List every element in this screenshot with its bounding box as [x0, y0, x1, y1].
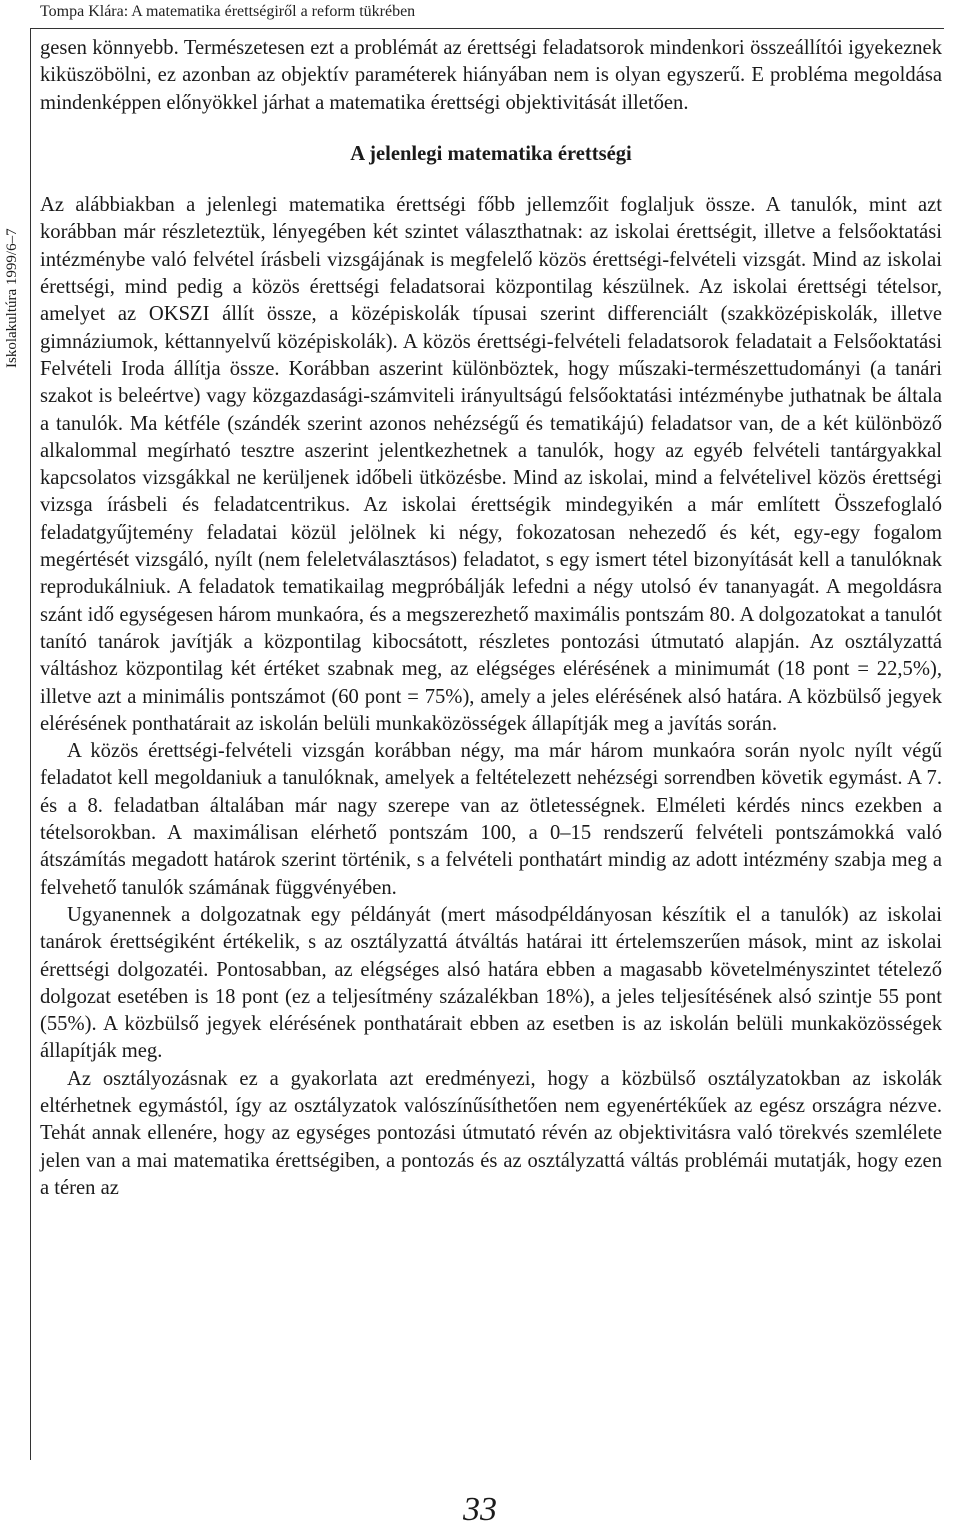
- running-header: Tompa Klára: A matematika érettségiről a reform tükrében: [40, 3, 416, 20]
- journal-side-label-text: Iskolakultúra 1999/6–7: [4, 228, 20, 368]
- page-number: 33: [463, 1491, 497, 1528]
- header-rule: [30, 28, 944, 29]
- paragraph-1: Az alábbiakban a jelenlegi matematika érettségi főbb jellemzőit foglaljuk össze. A tanulók, mint azt korábban már részleteztük, lényegében két szintet választhatnak: az iskolai érettségit, illetve a felsőoktatási intézménybe való felvétel írásbeli vizsgájának is megfelelő közös érettségi-felvételi vizsgát. Mind az iskolai érettségi, mind pedig a közös érettségi feladatsorai központilag készülnek. Az iskolai érettségi tételsor, amelyet az OKSZI állít össze, a középiskolák típusai szerint differenciált (szakközépiskolák, illetve gimnáziumok, kéttannyelvű középiskolák). A közös érettségi-felvételi feladatsorok feladatait a Felsőoktatási Felvételi Iroda állítja össze. Korábban aszerint különböztek, hogy műszaki-természettudományi (a tanári szakot is beleértve) vagy közgazdasági-számviteli irányultságú felsőoktatási intézménybe juthatnak be általa a tanulók. Ma kétféle (szándék szerint azonos nehézségű és tematikájú) feladatsor van, de a két különböző alkalommal megírható tesztre aszerint jelentkezhetnek a tanulók, hogy az egyéb felvételi tantárgyakkal kapcsolatos vizsgákkal ne kerüljenek időbeli ütközésbe. Mind az iskolai, mind a felvételivel közös érettségi vizsga írásbeli és feladatcentrikus. Az iskolai érettségik mindegyikén a már említett Összefoglaló feladatgyűjtemény feladatai közül jelölnek ki négy, fokozatosan nehezedő és két, egy-egy fogalom megértését vizsgáló, nyílt (nem feleletválasztásos) feladatot, s egy ismert tétel bizonyítását kell a tanulóknak reprodukálniuk. A feladatok tematikailag megpróbálják lefedni a négy utolsó év tananyagát. A megoldásra szánt idő egységesen három munkaóra, és a megszerezhető maximális pontszám 80. A dolgozatokat a tanulót tanító tanárok javítják a központilag kibocsátott, részletes pontozási útmutató alapján. Az osztályzattá váltáshoz központilag két értéket szabnak meg, az elégséges elérésének a minimumát (18 pont = 22,5%), illetve azt a minimális pontszámot (60 pont = 75%), amely a jeles elérésének alsó határa. A közbülső jegyek elérésének ponthatárait az iskolán belüli munkaközösségek állapítják meg a javítás során.: [40, 194, 942, 735]
- paragraph-4: Az osztályozásnak ez a gyakorlata azt eredményezi, hogy a közbülső osztályzatokban az iskolák eltérhetnek egymástól, így az osztályzatok valószínűsíthetően nem egyenértékűek az egész országra nézve. Tehát annak ellenére, hogy az egységes pontozási útmutató révén az objektivitásra való törekvés szemlélete jelen van a mai matematika érettségiben, a pontozás és az osztályzattá váltás problémái mutatják, hogy ezen a téren az: [40, 1067, 942, 1199]
- section-heading: A jelenlegi matematika érettségi: [350, 142, 632, 165]
- paragraph-3: Ugyanennek a dolgozatnak egy példányát (mert másodpéldányosan készítik el a tanulók) az iskolai tanárok érettségiként értékelik, s az osztályzattá átváltás határai itt értelemszerűen mások, mint az iskolai érettségi dolgozatéi. Pontosabban, az elégséges alsó határa ebben a magasabb követelményszintet tételező dolgozat esetében is 18 pont (ez a teljesítmény százalékban 18%), a jeles teljesítésének alsó szintje 55 pont (55%). A közbülső jegyek elérésének ponthatárait ebben az esetben is az iskolán belüli munkaközösségek állapítják meg.: [40, 903, 942, 1063]
- paragraph-2: A közös érettségi-felvételi vizsgán korábban négy, ma már három munkaóra során nyolc nyílt végű feladatot kell megoldaniuk a tanulóknak, amelyek a feltételezett nehézségi sorrendben követik egymást. A 7. és a 8. feladatban általában már nagy szerepe van az ötletességnek. Elméleti kérdés nincs ezekben a tételsorokban. A maximálisan elérhető pontszám 100, a 0–15 rendszerű felvételi pontszámokká való átszámítás megadott határok szerint történik, s a felvételi ponthatárt mindig az adott intézmény szabja meg a felvehető tanulók számának függvényében.: [40, 740, 942, 899]
- side-rule: [30, 28, 31, 1460]
- intro-paragraph: gesen könnyebb. Természetesen ezt a problémát az érettségi feladatsorok mindenkori összeállítói igyekeznek kiküszöbölni, ez azonban az objektív paraméterek hiányában nem is olyan egyszerű. E probléma megoldása mindenképpen előnyökkel járhat a matematika érettségi objektivitását illetően.: [40, 37, 942, 114]
- journal-side-label: [2, 198, 22, 368]
- article-body: [40, 35, 942, 1202]
